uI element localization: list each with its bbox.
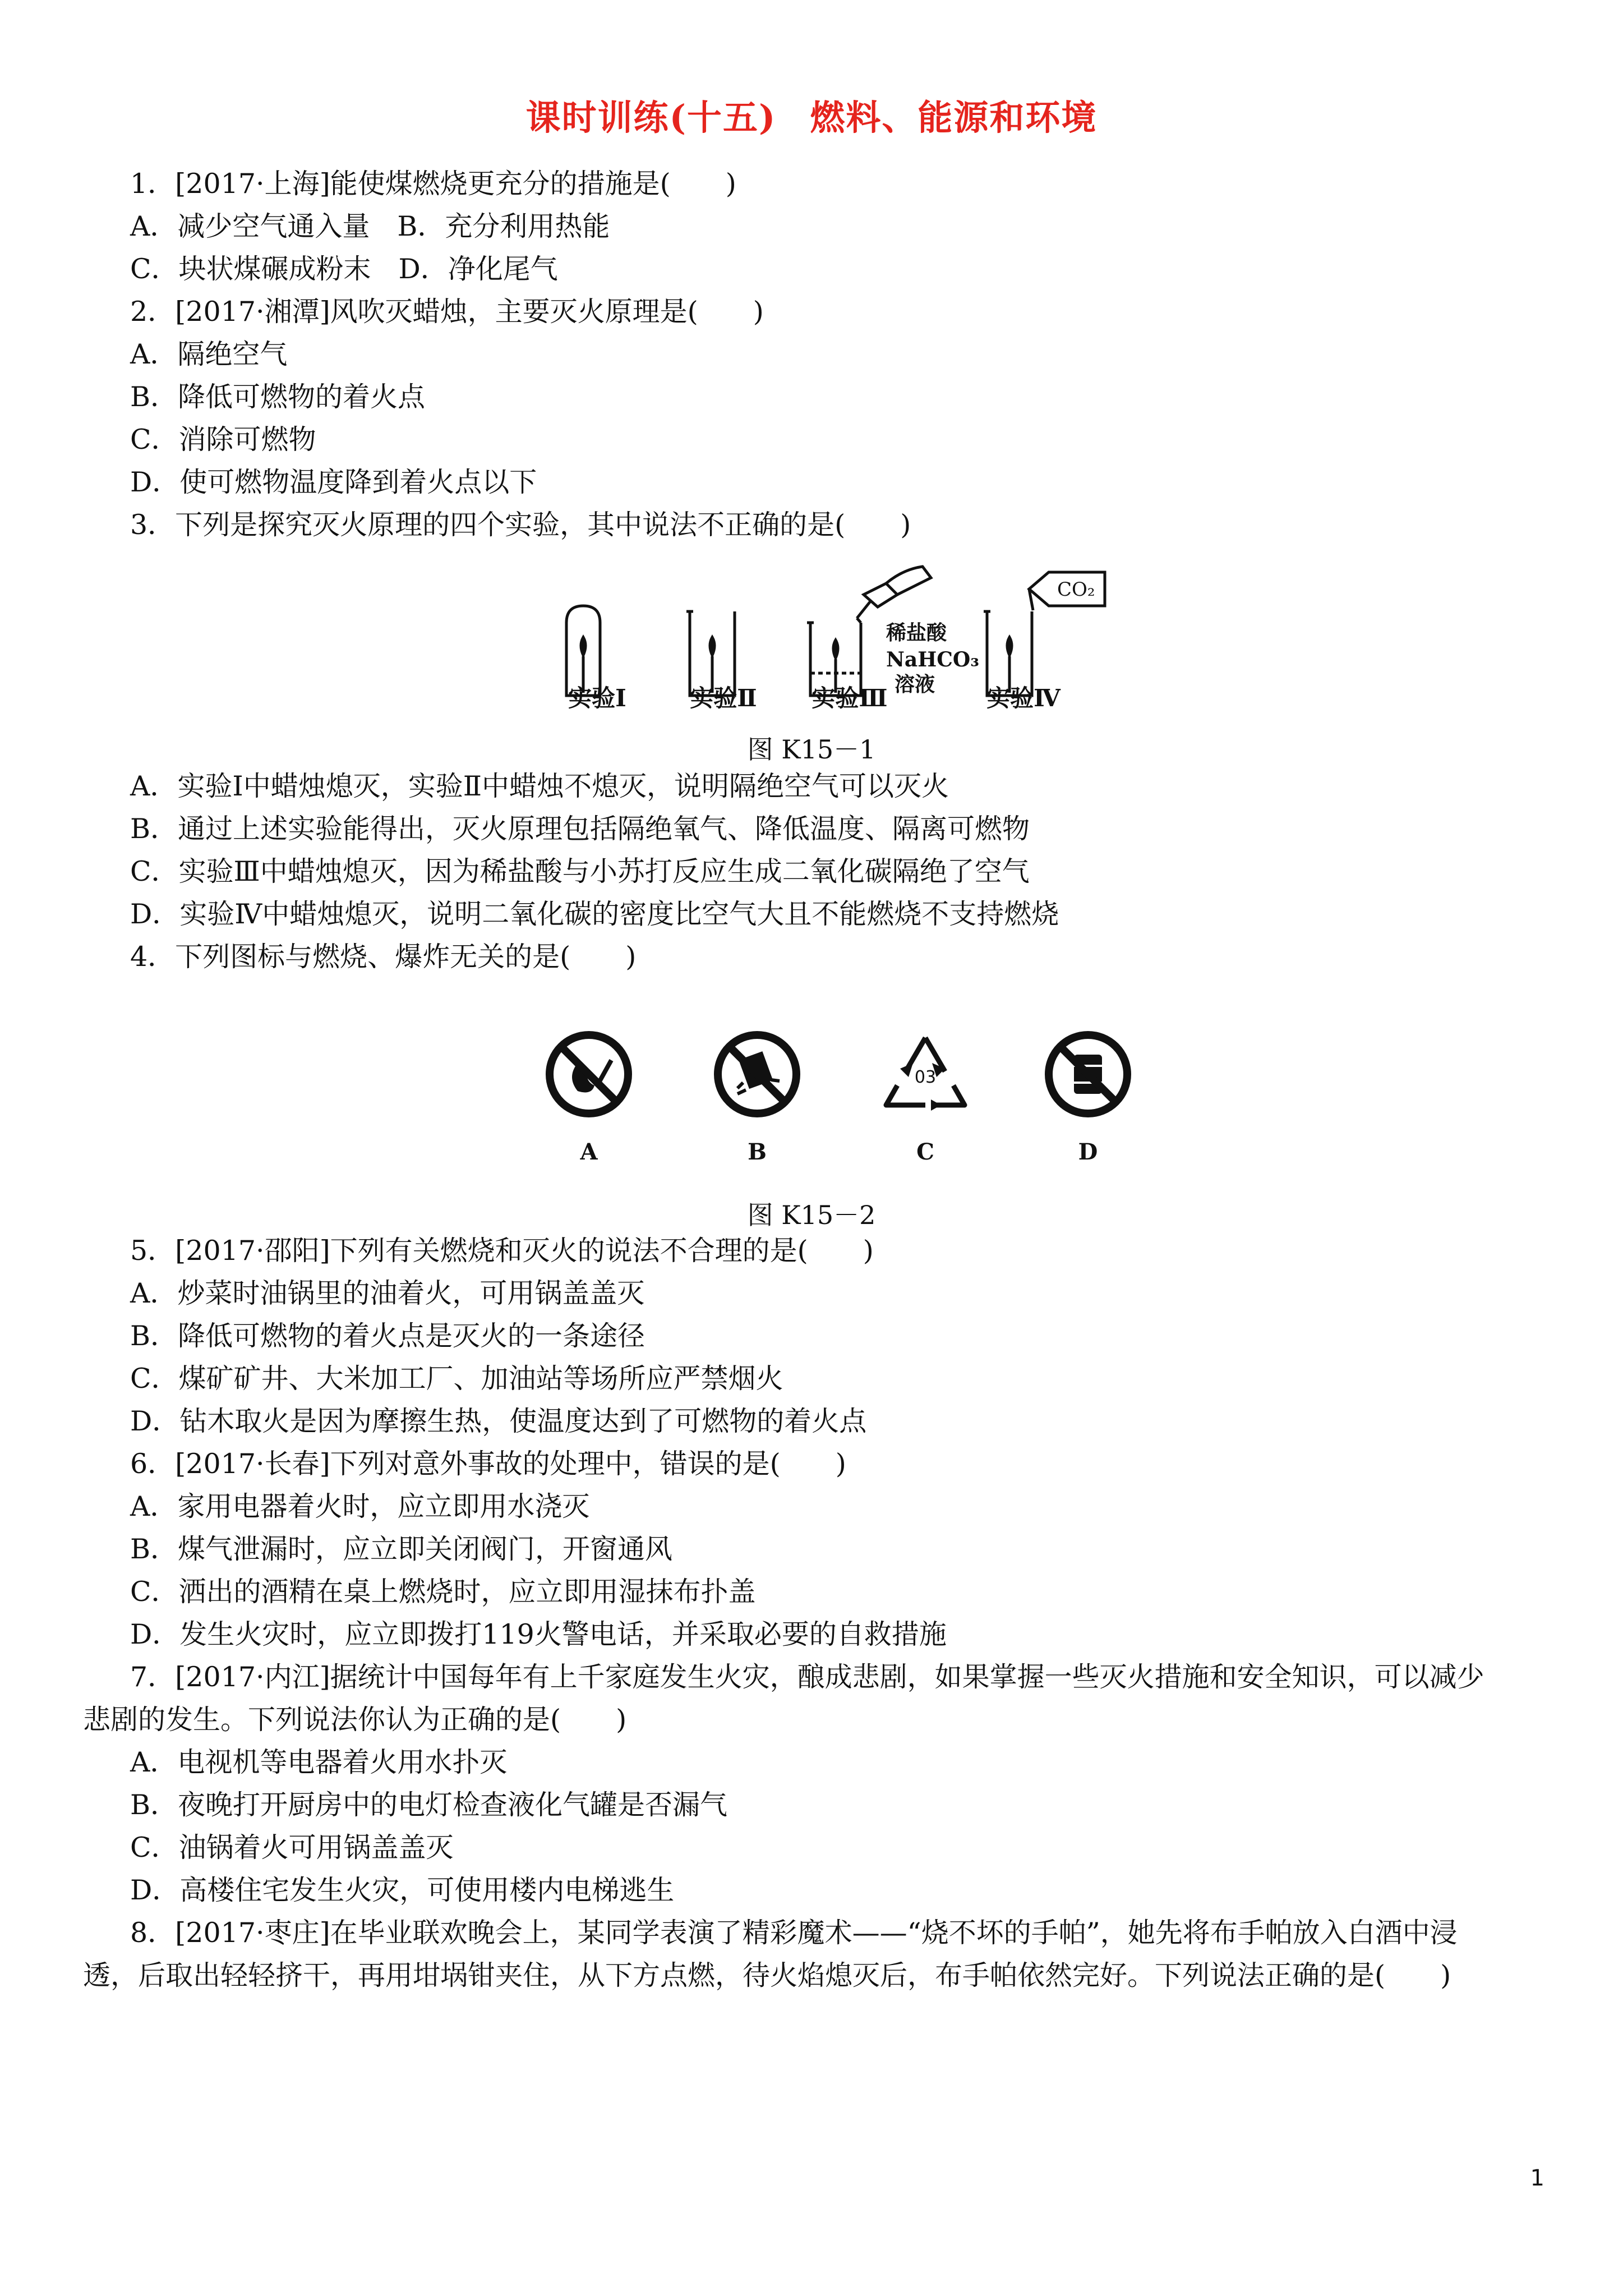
- q1-option-row-2: C．块状煤碾成粉末 D．净化尾气: [130, 253, 558, 285]
- page-number: 1: [1530, 2165, 1544, 2191]
- title-left: 课时训练(十五): [525, 97, 777, 138]
- q5-stem: 5．[2017·邵阳]下列有关燃烧和灭火的说法不合理的是( ): [130, 1235, 874, 1267]
- q5-option-c: C．煤矿矿井、大米加工厂、加油站等场所应严禁烟火: [130, 1363, 783, 1395]
- q1-option-row-1: A．减少空气通入量 B．充分利用热能: [130, 210, 610, 242]
- q3-option-a: A．实验Ⅰ中蜡烛熄灭，实验Ⅱ中蜡烛不熄灭，说明隔绝空气可以灭火: [130, 770, 949, 802]
- acid-label: 稀盐酸: [886, 621, 947, 645]
- q7-option-c: C．油锅着火可用锅盖盖灭: [130, 1832, 454, 1864]
- page-title: [0, 90, 1623, 140]
- q2-option-c: C．消除可燃物: [130, 424, 316, 455]
- q3-option-d: D．实验Ⅳ中蜡烛熄灭，说明二氧化碳的密度比空气大且不能燃烧不支持燃烧: [130, 898, 1059, 930]
- q2-option-a: A．隔绝空气: [130, 338, 288, 370]
- sign-c-label: C: [916, 1139, 934, 1165]
- q6-option-b: B．煤气泄漏时，应立即关闭阀门，开窗通风: [130, 1533, 673, 1565]
- q3-option-c: C．实验Ⅲ中蜡烛熄灭，因为稀盐酸与小苏打反应生成二氧化碳隔绝了空气: [130, 855, 1030, 887]
- q6-stem: 6．[2017·长春]下列对意外事故的处理中，错误的是( ): [130, 1448, 846, 1480]
- q2-option-d: D．使可燃物温度降到着火点以下: [130, 466, 537, 498]
- recycling-sign-icon: [875, 1029, 976, 1119]
- q8-stem-line-2: 透，后取出轻轻挤干，再用坩埚钳夹住，从下方点燃，待火焰熄灭后，布手帕依然完好。下列说法正确的是( ): [83, 1959, 1451, 1991]
- experiment-2-label: 实验Ⅱ: [690, 684, 757, 712]
- q7-stem-line-2: 悲剧的发生。下列说法你认为正确的是( ): [83, 1704, 627, 1736]
- q7-stem-line-1: 7．[2017·内江]据统计中国每年有上千家庭发生火灾，酿成悲剧，如果掌握一些灭火措施和安全知识，可以减少: [130, 1661, 1484, 1693]
- nahco3-label: NaHCO₃: [886, 648, 980, 671]
- q1-stem: 1．[2017·上海]能使煤燃烧更充分的措施是( ): [130, 168, 736, 200]
- solution-label: 溶液: [895, 673, 935, 696]
- q6-option-a: A．家用电器着火时，应立即用水浇灭: [130, 1490, 590, 1522]
- q6-option-c: C．洒出的酒精在桌上燃烧时，应立即用湿抹布扑盖: [130, 1576, 756, 1608]
- figure-k15-1-caption: 图 K15－1: [747, 734, 876, 765]
- q5-option-a: A．炒菜时油锅里的油着火，可用锅盖盖灭: [130, 1277, 645, 1309]
- no-fireworks-sign-icon: [712, 1029, 802, 1119]
- figure-k15-2-caption: 图 K15－2: [747, 1200, 876, 1230]
- title-right: 燃料、能源和环境: [810, 97, 1098, 138]
- experiment-1-label: 实验Ⅰ: [568, 684, 626, 712]
- no-fire-sign-icon: [544, 1029, 634, 1119]
- q3-option-b: B．通过上述实验能得出，灭火原理包括隔绝氧气、降低温度、隔离可燃物: [130, 813, 1030, 845]
- q7-option-d: D．高楼住宅发生火灾，可使用楼内电梯逃生: [130, 1874, 675, 1906]
- sign-d-label: D: [1078, 1139, 1098, 1165]
- sign-a-label: A: [580, 1139, 598, 1165]
- q5-option-b: B．降低可燃物的着火点是灭火的一条途径: [130, 1320, 645, 1352]
- experiment-3-label: 实验Ⅲ: [811, 684, 888, 712]
- q2-option-b: B．降低可燃物的着火点: [130, 381, 426, 413]
- q6-option-d: D．发生火灾时，应立即拨打119火警电话，并采取必要的自救措施: [130, 1618, 947, 1650]
- q8-stem-line-1: 8．[2017·枣庄]在毕业联欢晚会上，某同学表演了精彩魔术——“烧不坏的手帕”，她先将布手帕放入白酒中浸: [130, 1917, 1458, 1949]
- q5-option-d: D．钻木取火是因为摩擦生热，使温度达到了可燃物的着火点: [130, 1405, 867, 1437]
- recycle-code: 03: [914, 1068, 937, 1087]
- q2-stem: 2．[2017·湘潭]风吹灭蜡烛，主要灭火原理是( ): [130, 296, 764, 328]
- no-flammable-drum-sign-icon: [1043, 1029, 1133, 1119]
- q4-stem: 4．下列图标与燃烧、爆炸无关的是( ): [130, 941, 637, 973]
- experiment-4-label: 实验Ⅳ: [986, 684, 1061, 712]
- q3-stem: 3．下列是探究灭火原理的四个实验，其中说法不正确的是( ): [130, 509, 911, 541]
- q7-option-a: A．电视机等电器着火用水扑灭: [130, 1746, 508, 1778]
- co2-label: CO₂: [1057, 578, 1095, 601]
- sign-b-label: B: [748, 1139, 767, 1165]
- q7-option-b: B．夜晚打开厨房中的电灯检查液化气罐是否漏气: [130, 1789, 728, 1821]
